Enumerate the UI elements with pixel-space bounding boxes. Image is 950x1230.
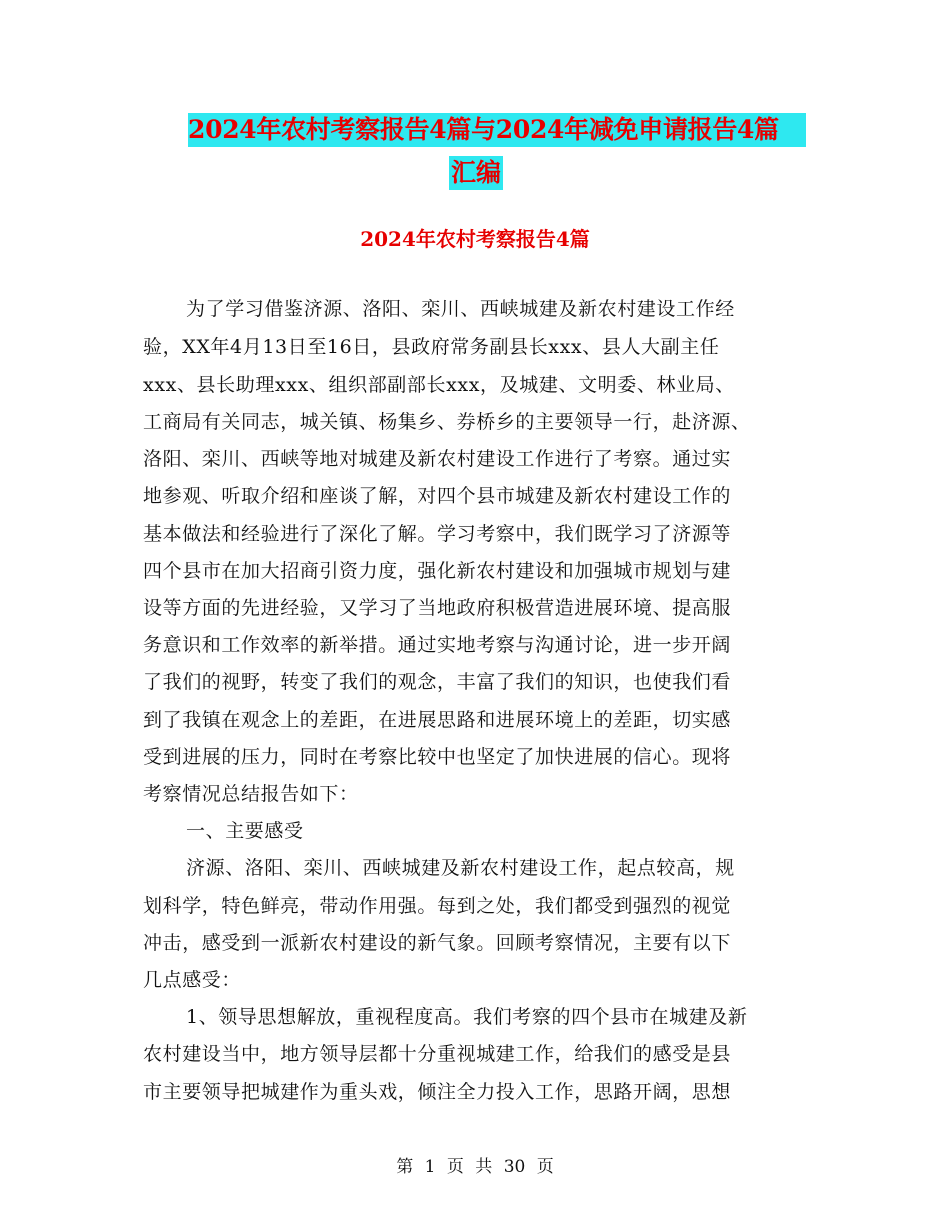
body-line: 一、主要感受 (186, 820, 304, 842)
body-line: 农村建设当中，地方领导层都十分重视城建工作，给我们的感受是县 (143, 1043, 732, 1065)
section-title: 2024年农村考察报告4篇 (360, 227, 590, 251)
body-line: xxx、县长助理xxx、组织部副部长xxx，及城建、文明委、林业局、 (143, 374, 735, 396)
body-line: 几点感受： (143, 969, 242, 991)
body-line: 为了学习借鉴济源、洛阳、栾川、西峡城建及新农村建设工作经 (186, 298, 735, 320)
body-line: 划科学，特色鲜亮，带动作用强。每到之处，我们都受到强烈的视觉 (143, 895, 732, 917)
body-line: 洛阳、栾川、西峡等地对城建及新农村建设工作进行了考察。通过实 (143, 448, 732, 470)
body-line: 济源、洛阳、栾川、西峡城建及新农村建设工作，起点较高，规 (186, 857, 735, 879)
document-title-line-2: 汇编 (449, 156, 503, 190)
body-line: 务意识和工作效率的新举措。通过实地考察与沟通讨论，进一步开阔 (143, 634, 732, 656)
body-line: 验，XX年4月13日至16日，县政府常务副县长xxx、县人大副主任 (143, 336, 720, 358)
document-title-line-1: 2024年农村考察报告4篇与2024年减免申请报告4篇 (188, 113, 806, 147)
body-line: 考察情况总结报告如下： (143, 783, 359, 805)
body-line: 设等方面的先进经验，又学习了当地政府积极营造进展环境、提高服 (143, 597, 732, 619)
body-line: 地参观、听取介绍和座谈了解，对四个县市城建及新农村建设工作的 (143, 485, 732, 507)
body-line: 冲击，感受到一派新农村建设的新气象。回顾考察情况，主要有以下 (143, 932, 732, 954)
page-footer: 第 1 页 共 30 页 (396, 1157, 554, 1177)
body-line: 1、领导思想解放，重视程度高。我们考察的四个县市在城建及新 (186, 1006, 748, 1028)
body-line: 市主要领导把城建作为重头戏，倾注全力投入工作，思路开阔，思想 (143, 1081, 732, 1103)
body-line: 四个县市在加大招商引资力度，强化新农村建设和加强城市规划与建 (143, 560, 732, 582)
body-line: 受到进展的压力，同时在考察比较中也坚定了加快进展的信心。现将 (143, 746, 732, 768)
body-line: 基本做法和经验进行了深化了解。学习考察中，我们既学习了济源等 (143, 523, 732, 545)
body-line: 工商局有关同志，城关镇、杨集乡、券桥乡的主要领导一行，赴济源、 (143, 411, 751, 433)
body-line: 到了我镇在观念上的差距，在进展思路和进展环境上的差距，切实感 (143, 709, 732, 731)
body-line: 了我们的视野，转变了我们的观念，丰富了我们的知识，也使我们看 (143, 671, 732, 693)
